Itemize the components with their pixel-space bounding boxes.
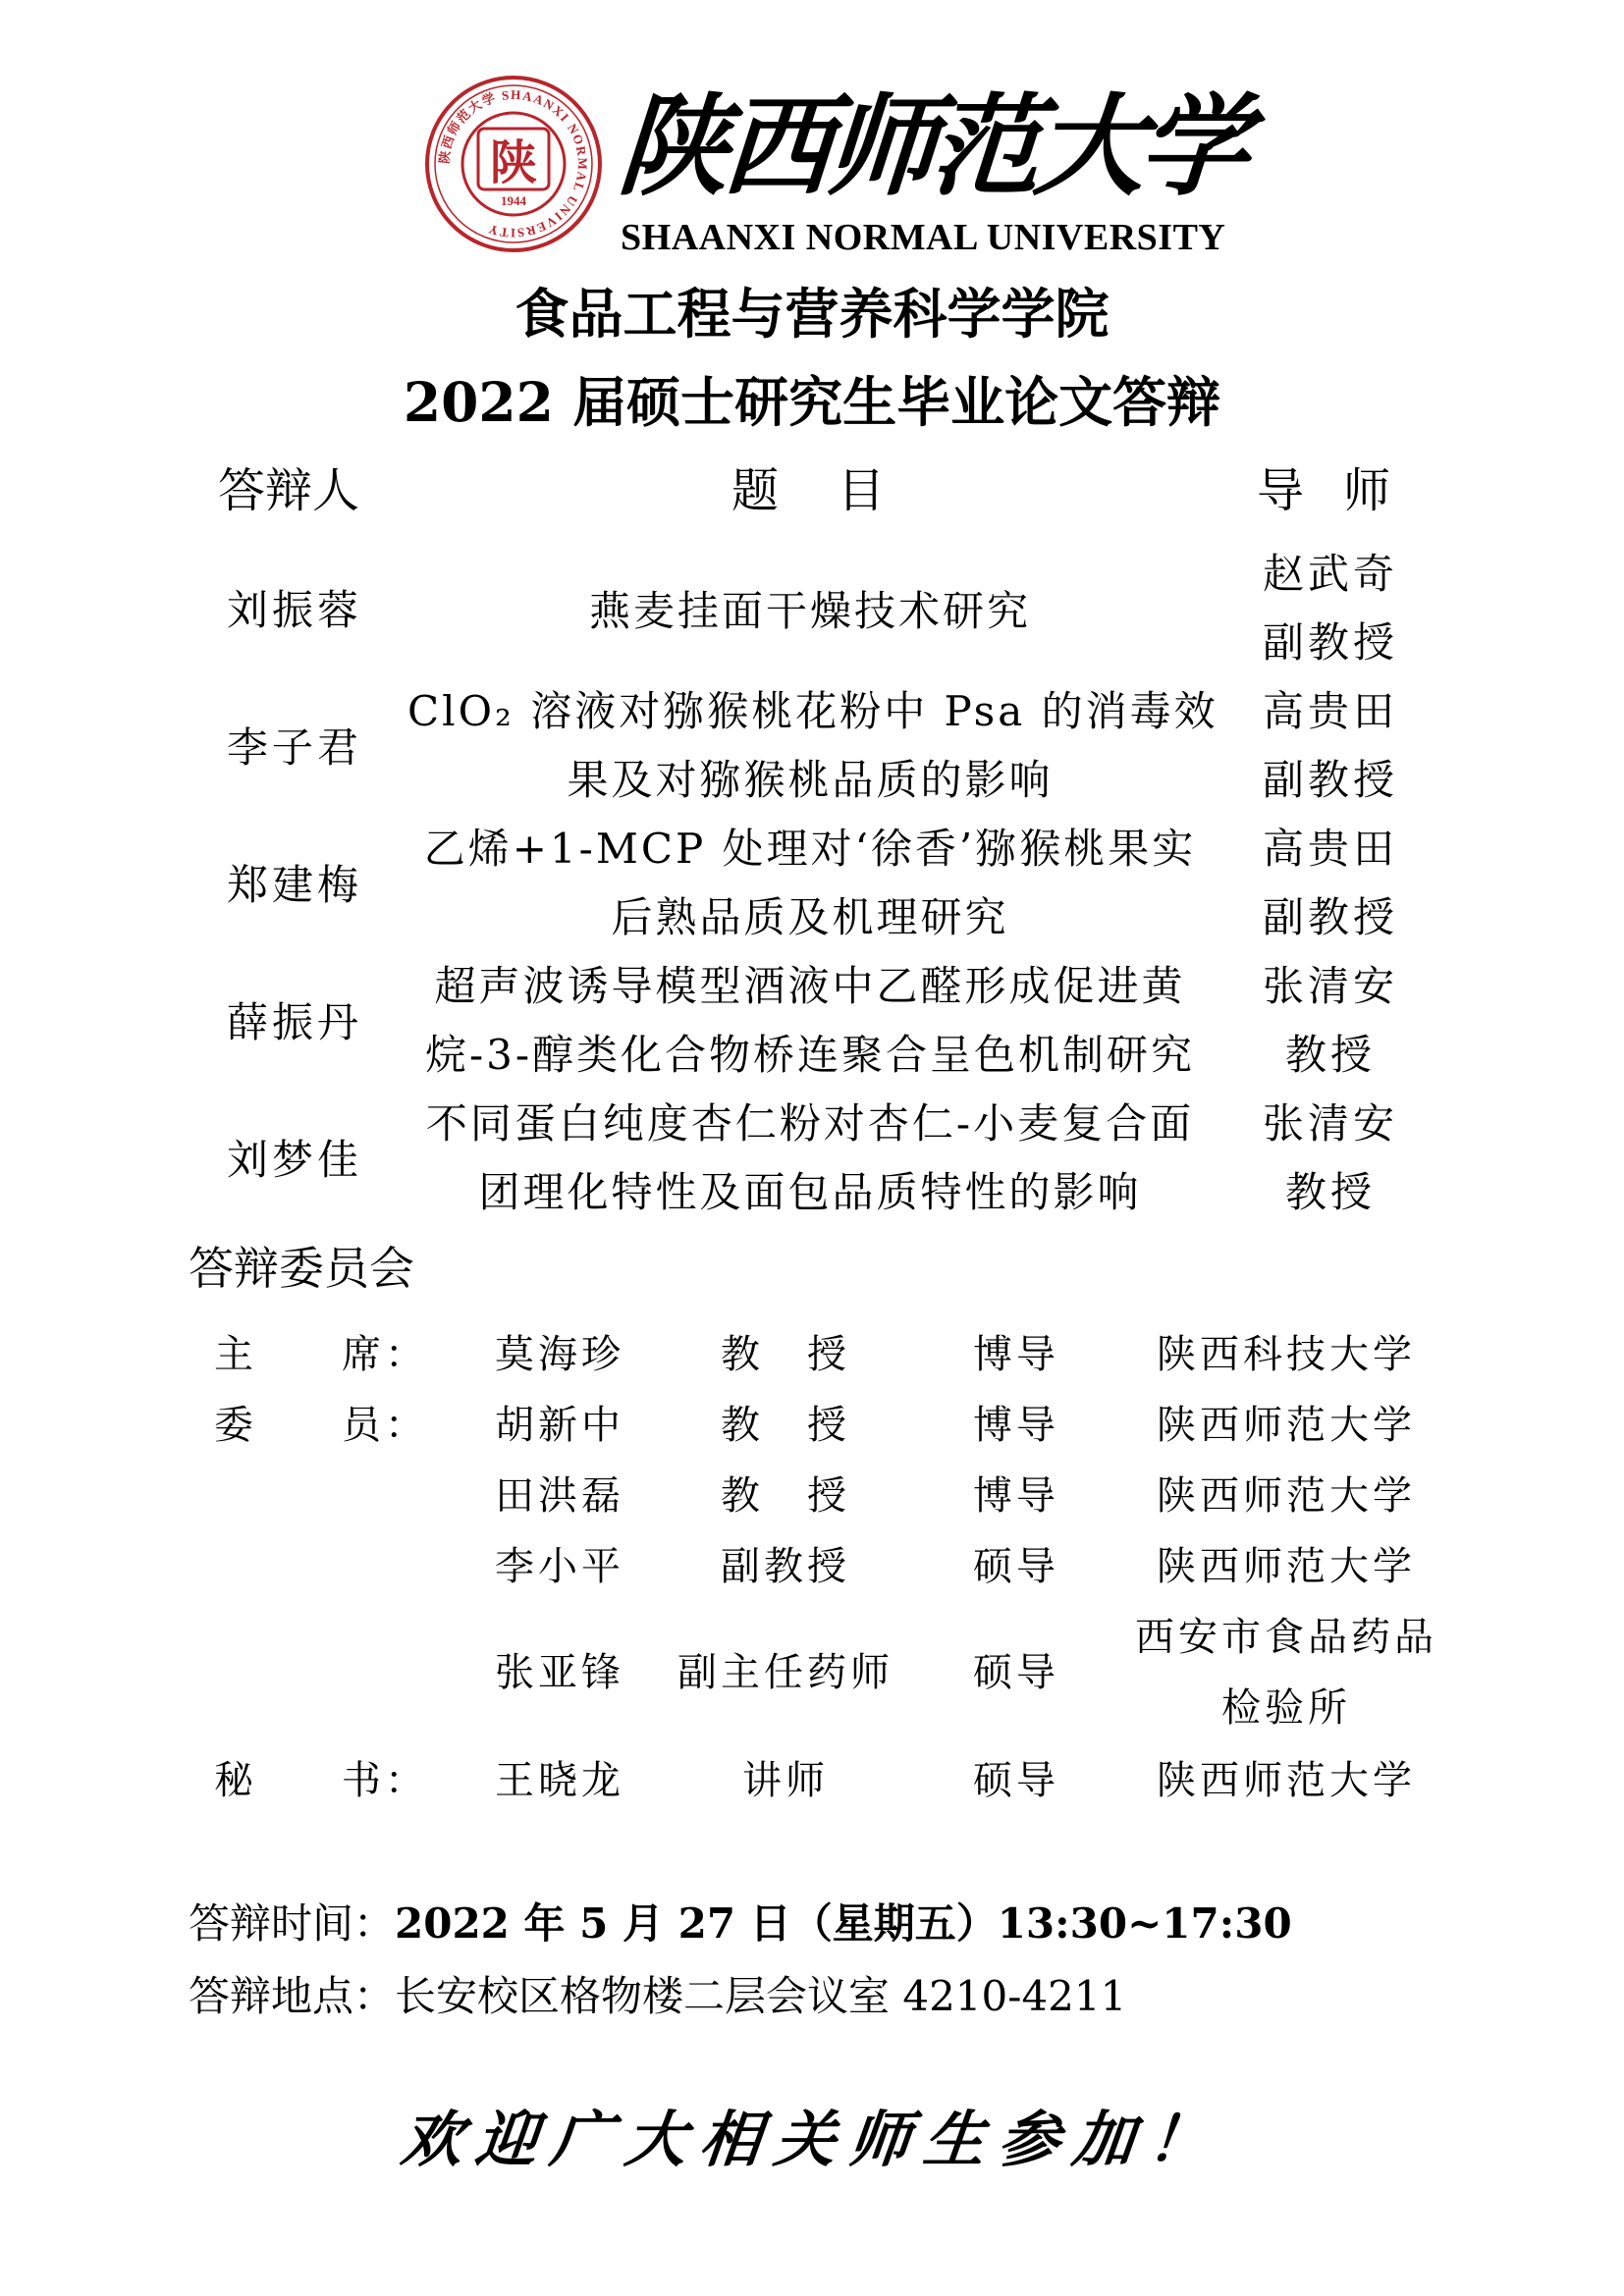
committee-member-org: 陕西师范大学	[1157, 1473, 1416, 1519]
committee-member-name: 田洪磊	[495, 1473, 624, 1519]
thesis-topic-line: 超声波诱导模型酒液中乙醛形成促进黄	[434, 962, 1186, 1010]
committee-member-name: 李小平	[495, 1544, 624, 1589]
advisor-name: 高贵田	[1262, 687, 1398, 735]
committee-member-name: 胡新中	[495, 1403, 624, 1448]
role-char: 书：	[342, 1758, 428, 1803]
committee-member-title: 副主任药师	[677, 1650, 893, 1695]
committee-member-title: 讲师	[742, 1758, 829, 1803]
committee-member-org: 检验所	[1221, 1685, 1351, 1731]
college-title: 食品工程与营养科学学院	[514, 282, 1110, 346]
advisor-name: 高贵田	[1262, 825, 1398, 873]
committee-member-title: 副教授	[721, 1544, 850, 1589]
committee-member-supervisor: 硕导	[973, 1544, 1059, 1589]
seal-year: 1944	[501, 193, 526, 208]
advisor-title: 副教授	[1262, 756, 1398, 804]
committee-heading: 答辩委员会	[189, 1242, 414, 1295]
role-char: 主	[214, 1332, 257, 1377]
committee-member-org: 陕西师范大学	[1157, 1758, 1416, 1803]
defense-place	[189, 1967, 1126, 2026]
role-char: 席：	[342, 1332, 428, 1377]
committee-member-org: 陕西科技大学	[1157, 1332, 1416, 1377]
column-header-student: 答辩人	[218, 463, 360, 518]
committee-member-title: 教 授	[721, 1332, 850, 1377]
defense-place-value: 长安校区格物楼二层会议室 4210-4211	[395, 1972, 1127, 2020]
committee-member-org: 西安市食品药品	[1135, 1615, 1437, 1660]
committee-member-org: 陕西师范大学	[1157, 1544, 1416, 1589]
column-header-advisor: 导师	[1257, 463, 1431, 518]
seal-char: 陕	[489, 135, 538, 190]
student-name: 刘梦佳	[226, 1136, 362, 1184]
defense-time-label: 答辩时间：	[189, 1899, 396, 1948]
role-char: 员：	[342, 1403, 428, 1448]
committee-member-supervisor: 博导	[973, 1473, 1059, 1519]
student-name: 刘振蓉	[226, 586, 362, 634]
university-seal-logo	[424, 75, 603, 253]
advisor-name: 张清安	[1262, 962, 1398, 1010]
committee-member-supervisor: 博导	[973, 1332, 1059, 1377]
defense-time	[189, 1895, 1292, 1953]
committee-member-name: 张亚锋	[495, 1650, 624, 1695]
student-name: 郑建梅	[226, 861, 362, 909]
thesis-topic-line: 燕麦挂面干燥技术研究	[588, 587, 1031, 635]
committee-member-name: 王晓龙	[495, 1758, 624, 1803]
thesis-topic-line: 烷-3-醇类化合物桥连聚合呈色机制研究	[424, 1031, 1196, 1079]
thesis-topic-line: 团理化特性及面包品质特性的影响	[478, 1168, 1142, 1216]
university-name-cn: 陕西师范大学	[614, 82, 1248, 211]
thesis-topic-line: 不同蛋白纯度杏仁粉对杏仁-小麦复合面	[425, 1099, 1195, 1148]
advisor-name: 张清安	[1262, 1099, 1398, 1148]
advisor-title: 教授	[1284, 1031, 1376, 1079]
committee-member-supervisor: 硕导	[973, 1758, 1059, 1803]
student-name: 李子君	[226, 723, 362, 772]
advisor-title: 副教授	[1262, 618, 1398, 667]
seal-ring-text: 陕西师范大学 SHAANXI NORMAL UNIVERSITY	[436, 86, 591, 241]
seal-icon	[424, 75, 603, 253]
role-char: 秘	[214, 1758, 257, 1803]
committee-member-supervisor: 博导	[973, 1403, 1059, 1448]
advisor-name: 赵武奇	[1262, 550, 1398, 598]
committee-member-title: 教 授	[721, 1403, 850, 1448]
defense-title: 2022 届硕士研究生毕业论文答辩	[403, 370, 1221, 434]
thesis-topic-line: 乙烯+1-MCP 处理对‘徐香’猕猴桃果实	[423, 825, 1197, 873]
student-name: 薛振丹	[226, 998, 362, 1046]
role-char: 委	[214, 1403, 257, 1448]
welcome-message: 欢迎广大相关师生参加！	[398, 2104, 1226, 2175]
thesis-topic-line: 后熟品质及机理研究	[611, 893, 1009, 941]
defense-place-label: 答辩地点：	[189, 1972, 396, 2020]
university-name-en: SHAANXI NORMAL UNIVERSITY	[621, 217, 1226, 258]
advisor-title: 教授	[1284, 1168, 1376, 1216]
committee-member-supervisor: 硕导	[973, 1650, 1059, 1695]
thesis-topic-line: ClO₂ 溶液对猕猴桃花粉中 Psa 的消毒效	[407, 687, 1218, 735]
defense-time-value: 2022 年 5 月 27 日（星期五）13:30~17:30	[395, 1899, 1292, 1948]
thesis-topic-line: 果及对猕猴桃品质的影响	[567, 756, 1054, 804]
committee-member-name: 莫海珍	[495, 1332, 624, 1377]
advisor-title: 副教授	[1262, 893, 1398, 941]
committee-member-org: 陕西师范大学	[1157, 1403, 1416, 1448]
column-header-topic: 题目	[731, 463, 945, 518]
committee-member-title: 教 授	[721, 1473, 850, 1519]
